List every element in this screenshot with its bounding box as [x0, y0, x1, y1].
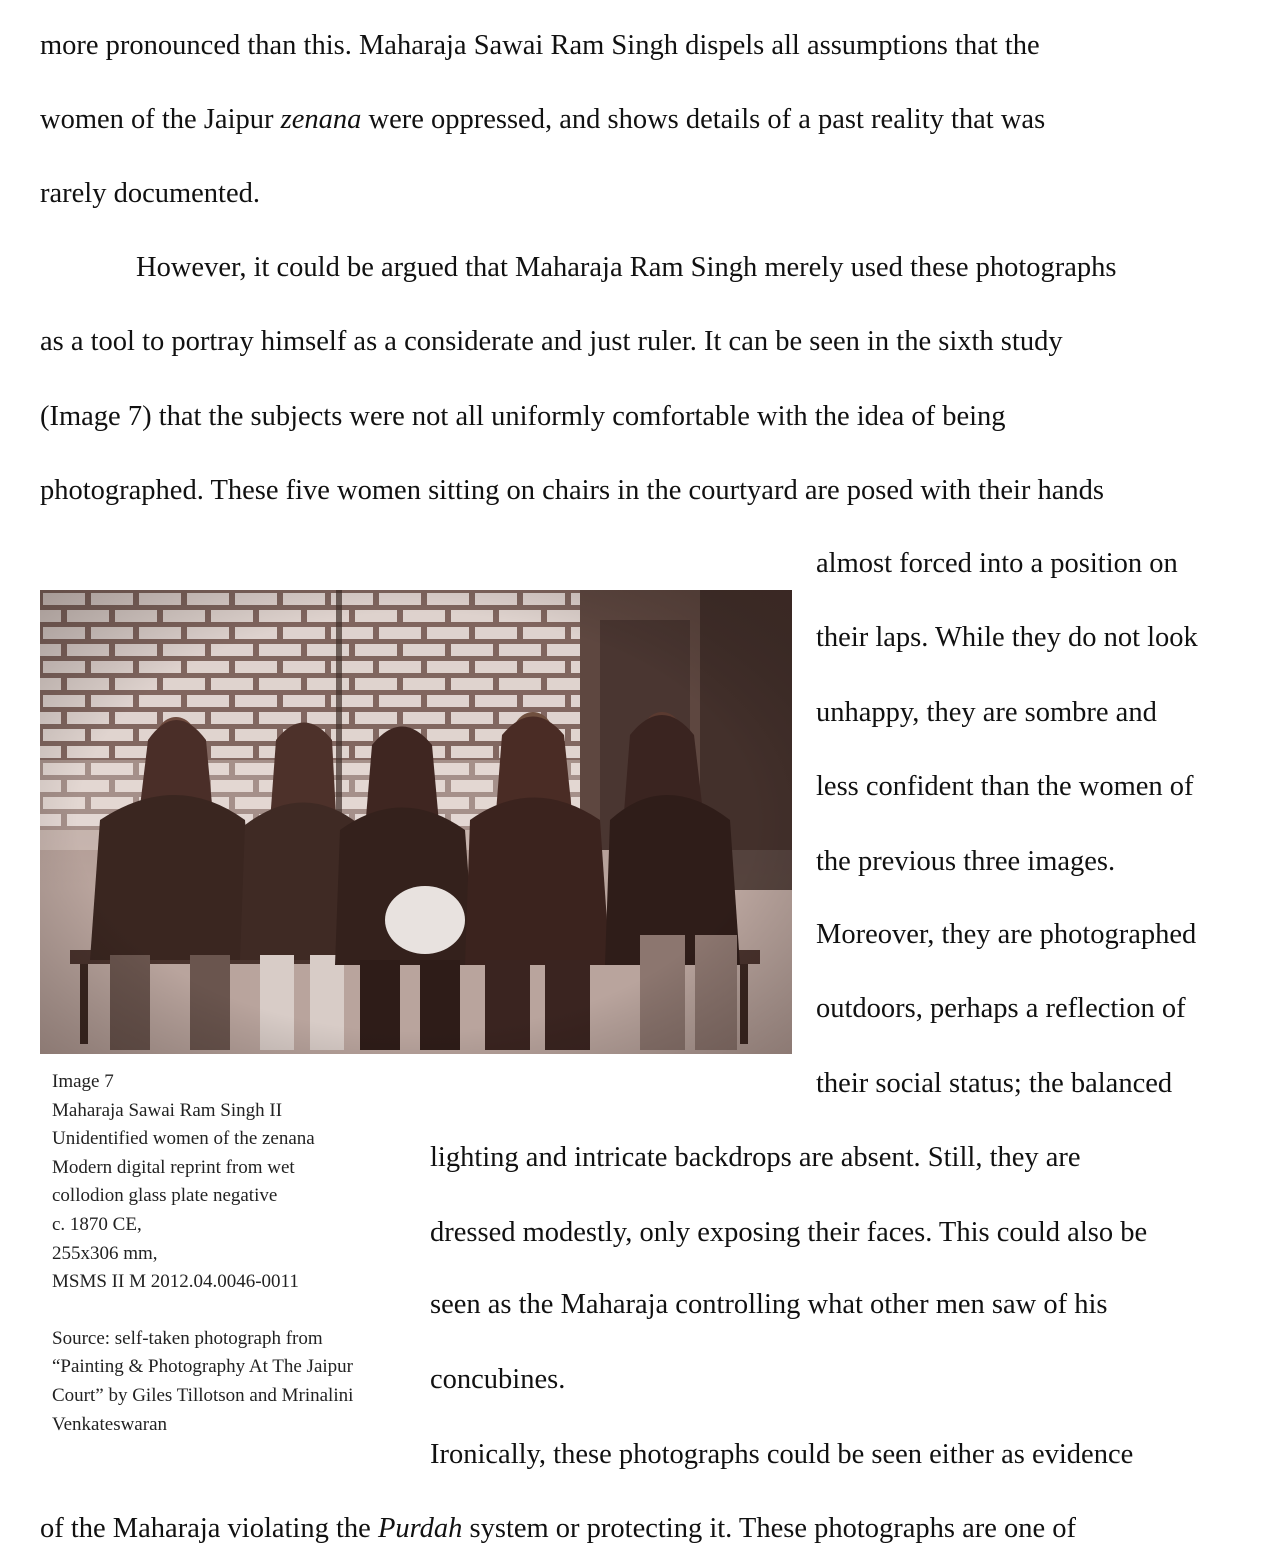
body-text-line: photographed. These five women sitting on chairs in the courtyard are posed with their hands: [40, 475, 1104, 506]
wrapped-text-line: concubines.: [430, 1364, 566, 1395]
wrapped-text-line: unhappy, they are sombre and: [816, 697, 1157, 728]
wrapped-text-line: the previous three images.: [816, 846, 1116, 877]
wrapped-text-line: almost forced into a position on: [816, 548, 1178, 579]
caption-title: Unidentified women of the zenana: [52, 1128, 315, 1150]
text-run: were oppressed, and shows details of a past reality that was: [361, 104, 1046, 135]
caption-image-number: Image 7: [52, 1071, 114, 1092]
wrapped-text-line: outdoors, perhaps a reflection of: [816, 993, 1186, 1024]
caption-source: Court” by Giles Tillotson and Mrinalini: [52, 1384, 354, 1406]
text-run: system or protecting it. These photographs are one of: [462, 1513, 1077, 1544]
wrapped-text-line: their laps. While they do not look: [816, 622, 1198, 653]
body-text-line: Ironically, these photographs could be seen either as evidence: [430, 1439, 1134, 1470]
body-text-line: as a tool to portray himself as a considerate and just ruler. It can be seen in the sixth study: [40, 326, 1063, 357]
caption-accession-number: MSMS II M 2012.04.0046-0011: [52, 1271, 299, 1293]
italic-term-purdah: Purdah: [377, 1513, 463, 1544]
wrapped-text-line: dressed modestly, only exposing their faces. This could also be: [430, 1217, 1148, 1248]
body-text-line: [40, 106, 1045, 135]
caption-source: Source: self-taken photograph from: [52, 1327, 323, 1349]
wrapped-text-line: seen as the Maharaja controlling what other men saw of his: [430, 1289, 1108, 1320]
italic-term-zenana: zenana: [280, 104, 362, 135]
wrapped-text-line: lighting and intricate backdrops are absent. Still, they are: [430, 1142, 1081, 1173]
caption-spacer: [52, 1297, 412, 1325]
wrapped-text-line: their social status; the balanced: [816, 1068, 1173, 1099]
caption-artist: Maharaja Sawai Ram Singh II: [52, 1099, 283, 1121]
body-text-line: (Image 7) that the subjects were not all uniformly comfortable with the idea of being: [40, 401, 1006, 432]
wrapped-text-line: Moreover, they are photographed: [816, 919, 1197, 950]
image-caption: [52, 1068, 412, 1439]
body-text-line: more pronounced than this. Maharaja Sawai Ram Singh dispels all assumptions that the: [40, 30, 1040, 61]
caption-source: Venkateswaran: [52, 1413, 168, 1435]
body-text-line: [40, 1515, 1076, 1544]
caption-source: “Painting & Photography At The Jaipur: [52, 1356, 353, 1378]
caption-dimensions: 255x306 mm,: [52, 1242, 158, 1264]
body-text-line: rarely documented.: [40, 178, 260, 209]
photograph-illustration: [40, 590, 792, 1054]
text-run: women of the Jaipur: [40, 104, 281, 135]
caption-date: c. 1870 CE,: [52, 1213, 142, 1235]
photograph-five-women: [40, 590, 792, 1054]
wrapped-text-line: less confident than the women of: [816, 771, 1194, 802]
caption-medium: collodion glass plate negative: [52, 1185, 278, 1207]
text-run: of the Maharaja violating the: [40, 1513, 378, 1544]
body-text-line-indented: However, it could be argued that Maharaja Ram Singh merely used these photographs: [136, 252, 1117, 283]
caption-medium: Modern digital reprint from wet: [52, 1156, 295, 1178]
